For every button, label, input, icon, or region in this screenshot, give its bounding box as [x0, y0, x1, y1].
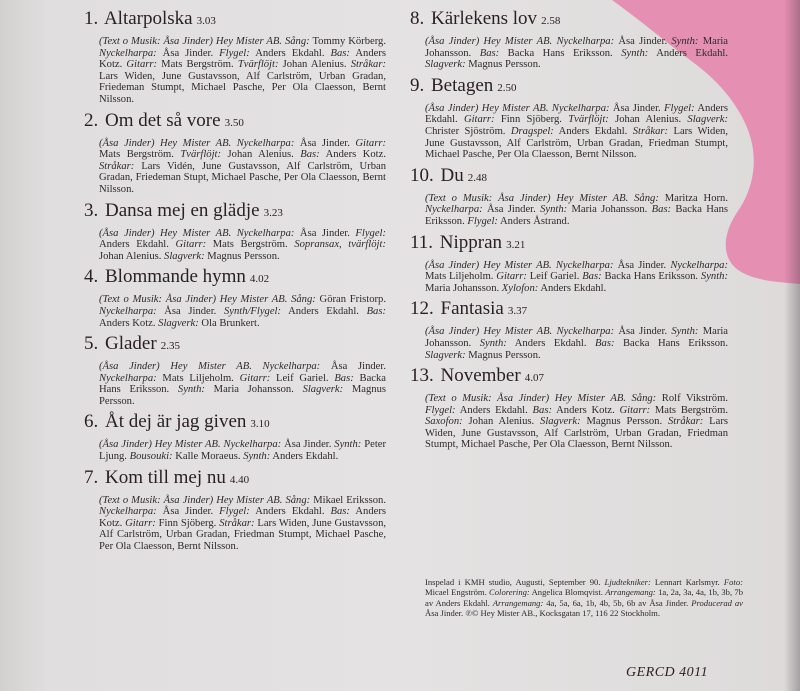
credit-text: Angelica Blomqvist.: [529, 587, 606, 598]
credit-role: Flygel:: [219, 506, 250, 518]
credit-text: Åsa Jinder.: [482, 204, 541, 216]
credit-role: Gitarr:: [239, 372, 271, 384]
credit-text: Tommy Körberg.: [309, 36, 386, 47]
credit-text: Åsa Jinder.: [156, 506, 220, 518]
credit-role: Ljudtekniker:: [604, 577, 651, 587]
credit-role: Sopransax, tvärflöjt:: [294, 239, 386, 251]
track: [84, 467, 386, 553]
track-number: 8.: [410, 8, 425, 29]
credit-role: Slagverk:: [540, 416, 581, 428]
credit-text: Mats Bergström.: [99, 149, 181, 161]
track: [410, 365, 728, 451]
track: [410, 298, 728, 361]
credit-text: Åsa Jinder.: [320, 361, 386, 373]
credit-role: Xylofon:: [501, 282, 539, 294]
credit-role: Nyckelharpa:: [99, 372, 157, 384]
credit-role: Arrangemang:: [492, 597, 544, 608]
credit-text: Anders Kotz.: [319, 149, 386, 161]
credit-text: Johan Alenius.: [221, 149, 301, 161]
credit-text: Backa Hans Eriksson.: [499, 47, 622, 59]
track-number: 1.: [84, 8, 99, 29]
track-duration: 2.35: [160, 340, 180, 353]
credit-text: Magnus Persson.: [465, 59, 541, 71]
credit-text: Mats Liljeholm.: [425, 271, 497, 283]
credit-text: Åsa Jinder.: [156, 305, 224, 317]
credit-role: Synth:: [671, 326, 699, 338]
credit-text: Åsa Jinder.: [609, 102, 665, 114]
credit-role: Colorering:: [489, 587, 530, 598]
credit-text: Mats Bergström.: [650, 404, 728, 416]
credit-text: Åsa Jinder.: [156, 47, 220, 59]
credit-text: Peter Ljung.: [99, 439, 386, 463]
credit-text: Maria Johansson.: [567, 204, 652, 216]
credit-text: Anders Ekdahl.: [249, 506, 331, 518]
track-credits: [410, 326, 728, 361]
credit-role: Gitarr:: [126, 59, 158, 71]
credit-text: Anders Ekdahl.: [425, 102, 728, 126]
credit-role: Stråkar:: [667, 416, 704, 428]
credit-text: Maria Johansson.: [204, 384, 303, 396]
track-heading: [410, 8, 728, 32]
credit-text: Anders Ekdahl.: [538, 282, 607, 294]
credit-text: Johan Alenius.: [462, 416, 541, 428]
credit-text: Maritza Horn.: [658, 192, 728, 204]
credit-role: Slagverk:: [425, 349, 466, 361]
credit-text: Magnus Persson.: [465, 349, 541, 361]
track-credits: [410, 260, 728, 295]
credit-text: Backa Hans Eriksson.: [601, 271, 701, 283]
credit-text: Mikael Eriksson.: [310, 494, 386, 506]
credit-text: Johan Alenius.: [608, 114, 688, 126]
track: [84, 110, 386, 196]
credit-role: Slagverk:: [164, 250, 205, 262]
track-heading: [410, 365, 728, 389]
credit-role: Flygel:: [664, 102, 695, 114]
credit-text: Anders Åstrand.: [497, 215, 570, 227]
credit-role: Synth:: [334, 439, 362, 451]
credit-text: Anders Kotz.: [99, 506, 386, 529]
credit-text: Johan Alenius.: [99, 250, 165, 262]
credit-text: Lars Widen, June Gustavsson, Alf Carlström, Urban Gradan, Friedman Stumpt, Michael Pasche, Per Ola Claesson, Bernt Nilsson.: [99, 517, 387, 553]
credit-role: Stråkar:: [350, 59, 386, 71]
credit-text: Johan Alenius.: [278, 59, 351, 71]
credit-role: Bas:: [300, 149, 320, 161]
credit-text: Anders Ekdahl.: [553, 125, 633, 137]
credit-role: Nyckelharpa:: [99, 506, 157, 518]
credit-text: Anders Kotz.: [99, 47, 386, 71]
track-credits: [84, 294, 386, 329]
credit-role: Synth/Flygel:: [223, 305, 282, 317]
track-title: Fantasia: [435, 298, 504, 320]
credit-role: (Åsa Jinder) Hey Mister AB. Nyckelharpa:: [99, 137, 295, 149]
credit-role: Gitarr:: [496, 271, 527, 283]
credit-role: Synth:: [540, 204, 568, 216]
credit-role: (Text o Musik: Åsa Jinder) Hey Mister AB. Sång:: [425, 192, 659, 204]
credit-text: Ola Brunkert.: [198, 317, 260, 329]
credit-role: Tvärflöjt:: [568, 114, 609, 126]
catalog-number: GERCD 4011: [626, 665, 709, 680]
credit-text: Christer Sjöström.: [425, 125, 511, 137]
credit-role: Bas:: [330, 506, 350, 518]
track-credits: [410, 193, 728, 228]
track: [84, 266, 386, 329]
track-heading: [84, 8, 386, 32]
credit-role: Gitarr:: [619, 404, 651, 416]
track-title: Glader: [100, 333, 157, 355]
credit-text: Anders Ekdahl.: [648, 47, 729, 59]
track-number: 12.: [410, 298, 434, 320]
credit-role: Bousouki:: [129, 451, 173, 463]
track-number: 6.: [84, 411, 99, 433]
track-heading: [410, 232, 728, 256]
credit-role: Foto:: [723, 577, 743, 587]
credit-role: Synth:: [671, 36, 699, 47]
credit-text: Mats Bergström.: [157, 59, 238, 71]
credit-role: Dragspel:: [510, 125, 554, 137]
credit-role: (Text o Musik: Åsa Jinder) Hey Mister AB. Sång:: [99, 36, 310, 47]
credit-text: Göran Fristorp.: [315, 294, 386, 306]
credit-text: 4a, 5a, 6a, 1b, 4b, 5b, 6b av Åsa Jinder.: [543, 597, 692, 608]
track-duration: 3.50: [224, 116, 244, 129]
credit-text: Backa Hans Eriksson.: [99, 372, 386, 396]
credit-text: Magnus Persson.: [99, 384, 386, 407]
credit-role: (Text o Musik: Åsa Jinder) Hey Mister AB. Sång:: [425, 393, 657, 405]
track-duration: 3.03: [196, 15, 216, 27]
track-title: Om det så vore: [100, 109, 221, 131]
credit-role: Bas:: [479, 47, 500, 59]
track-credits: [84, 36, 386, 106]
track-title: Du: [435, 164, 464, 186]
credit-text: Anders Ekdahl.: [281, 305, 367, 317]
credit-role: (Åsa Jinder) Hey Mister AB. Nyckelharpa:: [425, 36, 615, 47]
case-edge-shadow: [784, 0, 800, 691]
credit-role: Stråkar:: [632, 125, 669, 137]
credit-role: Stråkar:: [99, 160, 135, 172]
credit-text: Rolf Vikström.: [656, 393, 728, 405]
credit-text: Anders Ekdahl.: [455, 404, 533, 416]
credit-role: (Text o Musik: Åsa Jinder) Hey Mister AB. Sång:: [99, 294, 316, 306]
credit-text: Inspelad i KMH studio, Augusti, September 90.: [425, 577, 605, 587]
credit-text: Åsa Jinder.: [281, 439, 335, 451]
credit-text: Finn Sjöberg.: [494, 114, 569, 126]
credit-role: Gitarr:: [125, 517, 156, 529]
track-credits: [84, 495, 386, 553]
credit-role: Nyckelharpa:: [99, 47, 157, 59]
track-heading: [84, 266, 386, 290]
track-duration: 4.40: [229, 473, 250, 486]
credit-text: Lars Widen, June Gustavsson, Alf Carlström, Urban Gradan, Friedman Stumpt, Michael Pasche, Per Ola Claesson, Bernt Nilsson.: [425, 125, 728, 161]
track-title: Kom till mej nu: [100, 466, 226, 488]
track-title: November: [435, 365, 521, 387]
credit-text: 1a, 2a, 3a, 4a, 1b, 3b, 7b av Anders Ekdahl.: [425, 587, 744, 608]
track-title: Altarpolska: [100, 8, 193, 29]
credit-text: Anders Ekdahl.: [249, 47, 331, 59]
credit-role: Bas:: [366, 305, 386, 317]
credit-role: Saxofon:: [425, 416, 463, 428]
credit-role: Bas:: [582, 271, 602, 283]
track-title: Åt dej är jag given: [100, 411, 247, 433]
track-credits: [410, 393, 728, 451]
track-credits: [84, 361, 386, 407]
track-number: 4.: [84, 266, 99, 288]
credit-role: Slagverk:: [425, 59, 466, 71]
credit-role: Synth:: [243, 451, 271, 463]
credit-text: Åsa Jinder.: [294, 227, 356, 239]
credit-role: Tvärflöjt:: [180, 149, 222, 161]
credit-text: Lars Widen, June Gustavsson, Alf Carlström, Urban Gradan, Friedeman Stumpt, Michael Pasche, Per Ola Claesson, Bernt Nilsson.: [99, 70, 386, 105]
credit-text: Finn Sjöberg.: [155, 517, 220, 529]
track-number: 10.: [410, 164, 434, 186]
credit-text: Anders Ekdahl.: [270, 451, 339, 463]
credit-text: Magnus Persson.: [580, 416, 668, 428]
credit-text: Anders Ekdahl.: [99, 239, 176, 251]
credit-role: Tvärflöjt:: [237, 59, 279, 71]
track-duration: 2.48: [467, 171, 487, 184]
credit-text: Anders Kotz.: [99, 317, 159, 329]
credit-text: Åsa Jinder. ℗© Hey Mister AB., Kocksgatan 17, 116 22 Stockholm.: [425, 607, 660, 618]
track-number: 3.: [84, 199, 99, 221]
credit-role: Stråkar:: [219, 517, 255, 529]
track-duration: 3.37: [507, 305, 528, 318]
credit-role: Bas:: [330, 47, 350, 59]
track-duration: 2.50: [497, 81, 517, 94]
track-heading: [410, 298, 728, 322]
track-heading: [410, 75, 728, 99]
track: [410, 8, 728, 71]
credit-role: Slagverk:: [302, 384, 344, 396]
track-heading: [84, 333, 386, 357]
credit-text: Maria Johansson.: [425, 326, 728, 349]
track-title: Betagen: [426, 74, 494, 96]
track-title: Blommande hymn: [100, 266, 246, 288]
credit-role: Bas:: [651, 204, 672, 216]
track-number: 11.: [410, 231, 434, 253]
track-title: Nippran: [435, 231, 503, 253]
credit-role: (Åsa Jinder) Hey Mister AB. Nyckelharpa:: [99, 439, 282, 451]
credit-text: Lars Vidén, June Gustavsson, Alf Carlström, Urban Gradan, Friedeman Stupt, Michael Pasche, Per Ola Claesson, Bernt Nilsson.: [99, 160, 386, 195]
track: [410, 165, 728, 228]
credit-text: Leif Gariel.: [526, 271, 583, 283]
credit-text: Mats Liljeholm.: [156, 372, 240, 384]
credit-text: Micael Engström.: [425, 587, 490, 598]
credit-text: Anders Kotz.: [551, 404, 620, 416]
credit-role: Slagverk:: [687, 114, 728, 126]
track: [410, 75, 728, 161]
credit-role: Synth:: [700, 271, 728, 283]
credit-text: Åsa Jinder.: [613, 259, 671, 271]
track-number: 2.: [84, 109, 99, 131]
credit-role: (Åsa Jinder) Hey Mister AB. Nyckelharpa:: [425, 326, 615, 338]
track-credits: [410, 103, 728, 161]
track-duration: 2.58: [541, 15, 561, 27]
credit-role: (Åsa Jinder) Hey Mister AB. Nyckelharpa:: [99, 227, 295, 239]
credit-text: Lars Widen, June Gustavsson, Alf Carlström, Urban Gradan, Friedman Stumpt, Michael Pasche, Per Ola Claesson, Bernt Nilsson.: [425, 416, 728, 451]
credit-text: Åsa Jinder.: [294, 137, 356, 149]
credit-role: Slagverk:: [158, 317, 199, 329]
credit-role: (Åsa Jinder) Hey Mister AB. Nyckelharpa:: [99, 361, 321, 373]
production-notes: [425, 577, 743, 618]
track-duration: 3.23: [263, 206, 283, 219]
credit-text: Backa Hans Eriksson.: [614, 337, 728, 349]
track-duration: 4.02: [249, 273, 270, 286]
credit-text: Åsa Jinder.: [614, 326, 672, 338]
credit-text: Mats Bergström.: [206, 239, 295, 251]
track-duration: 3.10: [250, 418, 270, 431]
track-number: 9.: [410, 74, 425, 96]
credit-role: Bas:: [595, 337, 615, 349]
track-credits: [84, 228, 386, 263]
credit-role: Flygel:: [219, 47, 250, 59]
credit-text: Maria Johansson.: [425, 282, 502, 294]
credit-text: Åsa Jinder.: [614, 36, 672, 47]
track-duration: 3.21: [506, 238, 526, 251]
credit-role: Synth:: [479, 337, 507, 349]
track-title: Kärlekens lov: [426, 8, 538, 29]
credit-role: Synth:: [621, 47, 649, 59]
credit-role: Gitarr:: [175, 239, 207, 251]
track-heading: [84, 200, 386, 224]
credit-role: Flygel:: [425, 404, 456, 416]
track-heading: [410, 165, 728, 189]
track-credits: [410, 36, 728, 71]
track: [84, 200, 386, 263]
track-title: Dansa mej en glädje: [100, 199, 260, 221]
credit-role: (Åsa Jinder) Hey Mister AB. Nyckelharpa:: [425, 259, 614, 271]
track: [84, 8, 386, 106]
credit-role: (Text o Musik: Åsa Jinder) Hey Mister AB. Sång:: [99, 494, 311, 506]
track-heading: [84, 467, 386, 491]
credit-text: Magnus Persson.: [204, 250, 280, 262]
credit-role: Producerad av: [691, 597, 743, 608]
credit-role: Flygel:: [355, 227, 386, 239]
credit-text: Kalle Moraeus.: [172, 451, 244, 463]
track-number: 5.: [84, 333, 99, 355]
track-heading: [84, 411, 386, 435]
credit-role: (Åsa Jinder) Hey Mister AB. Nyckelharpa:: [425, 102, 610, 114]
credit-text: Backa Hans Eriksson.: [425, 204, 728, 227]
tracklist-right-column: [410, 8, 728, 455]
track-number: 7.: [84, 466, 99, 488]
credit-role: Nyckelharpa:: [670, 259, 728, 271]
credit-text: Anders Ekdahl.: [506, 337, 596, 349]
track-heading: [84, 110, 386, 134]
track-number: 13.: [410, 365, 434, 387]
credit-text: Leif Gariel.: [270, 372, 335, 384]
credit-role: Flygel:: [467, 215, 498, 227]
track-credits: [84, 138, 386, 196]
credit-role: Gitarr:: [463, 114, 495, 126]
credit-role: Bas:: [334, 372, 354, 384]
credit-role: Nyckelharpa:: [425, 204, 483, 216]
track: [84, 411, 386, 462]
track: [84, 333, 386, 407]
credit-text: Lennart Karlsmyr.: [650, 577, 724, 587]
track: [410, 232, 728, 295]
credit-text: Maria Johansson.: [425, 36, 728, 59]
tracklist-left-column: [84, 8, 386, 557]
track-credits: [84, 439, 386, 462]
credit-role: Arrangemang:: [605, 587, 656, 598]
credit-role: Nyckelharpa:: [99, 305, 157, 317]
track-duration: 4.07: [524, 372, 544, 385]
credit-role: Bas:: [532, 404, 552, 416]
credit-role: Synth:: [177, 384, 205, 396]
credit-role: Gitarr:: [355, 137, 386, 149]
